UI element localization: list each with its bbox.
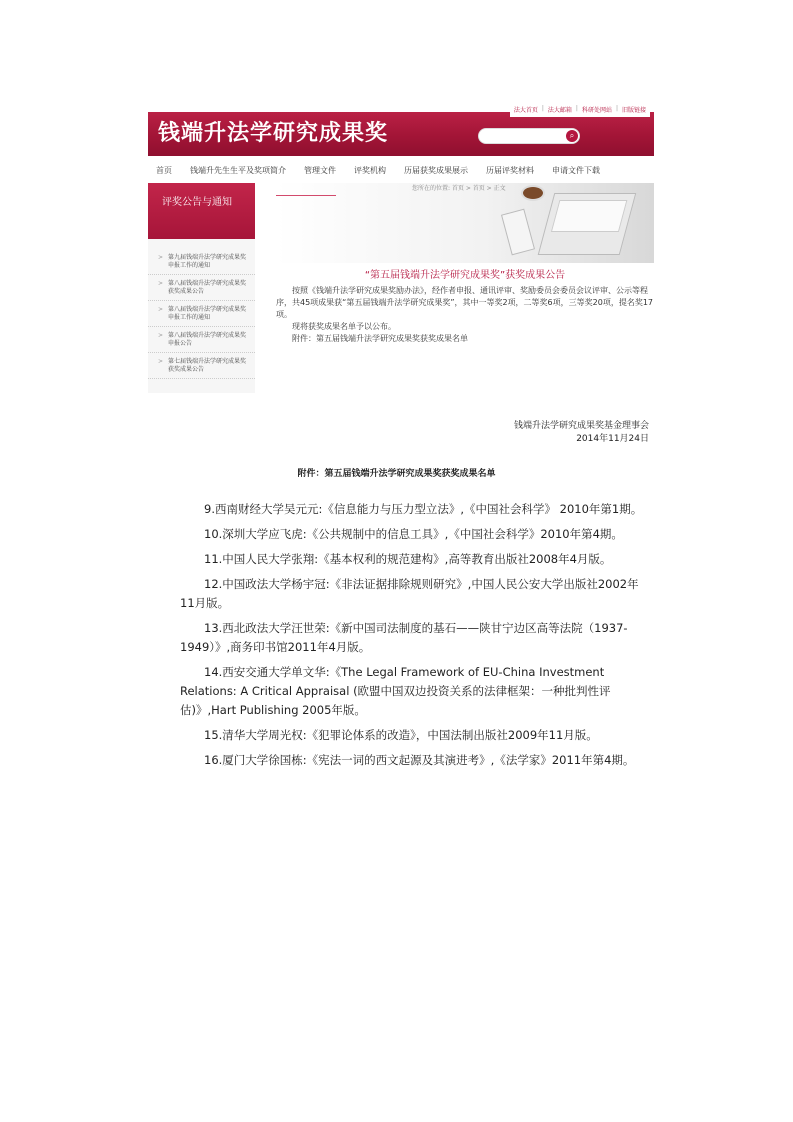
list-item: 13.西北政法大学汪世荣:《新中国司法制度的基石——陕甘宁边区高等法院（1937-1949）》,商务印书馆2011年4月版。 [180,621,628,654]
list-item: 16.厦门大学徐国栋:《宪法一词的西文起源及其演进考》,《法学家》2011年第4期。 [204,753,635,767]
list-item: 15.清华大学周光权:《犯罪论体系的改造》，中国法制出版社2009年11月版。 [204,728,598,742]
article-paragraph: 现将获奖成果名单予以公布。 [292,322,396,331]
list-item: 12.中国政法大学杨宇冠:《非法证据排除规则研究》,中国人民公安大学出版社2002年11月版。 [180,577,639,610]
nav-item-home[interactable]: 首页 [156,165,172,175]
nav-item-winners[interactable]: 历届获奖成果展示 [404,165,468,175]
list-item: 9.西南财经大学吴元元:《信息能力与压力型立法》,《中国社会科学》 2010年第1期。 [204,502,643,516]
sidebar-item[interactable]: > 第八届钱端升法学研究成果奖申报公告 [148,327,255,353]
separator: | [615,105,618,112]
hero-accent-line [276,195,336,196]
sidebar-list [148,239,255,379]
site-title: 钱端升法学研究成果奖 [158,120,389,146]
site-banner [148,104,654,156]
article-title: “第五届钱端升法学研究成果奖”获奖成果公告 [364,270,566,281]
separator: | [575,105,578,112]
laptop-screen [551,200,628,232]
sidebar-item[interactable]: > 第八届钱端升法学研究成果奖申报工作的通知 [148,301,255,327]
signature-block [514,420,649,446]
hero-image [276,183,654,263]
nav-item-downloads[interactable]: 申请文件下载 [552,165,600,175]
top-links [510,104,650,117]
signature-org: 钱端升法学研究成果奖基金理事会 [513,421,649,431]
breadcrumb: 您所在的位置: 首页 > 首页 > 正文 [412,185,506,192]
sidebar [148,183,255,393]
search-input[interactable] [478,128,580,144]
article-paragraph: 按照《钱端升法学研究成果奖励办法》，经作者申报、通讯评审、奖励委员会委员会议评审、公示等程序，共45项成果获“第五届钱端升法学研究成果奖”，其中一等奖2项，二等奖6项，三等奖20项，提名奖17项。 [276,286,654,319]
search-icon[interactable]: ⌕ [566,130,578,142]
article [276,266,654,345]
separator: | [541,105,544,112]
attachment-title: 附件：第五届钱端升法学研究成果奖获奖成果名单 [297,469,496,479]
sidebar-item[interactable]: > 第九届钱端升法学研究成果奖申报工作的通知 [148,249,255,275]
top-link-research[interactable]: 科研处网站 [581,107,612,114]
list-item: 14.西安交通大学单文华:《The Legal Framework of EU-China Investment Relations: A Critical Appraisal (欧盟中国双边投资关系的法律框架：一种批判性评估)》,Hart Publishing 2005年版。 [180,665,611,717]
award-list [180,500,650,776]
sidebar-item[interactable]: > 第八届钱端升法学研究成果奖获奖成果公告 [148,275,255,301]
main-nav [148,161,654,179]
nav-item-committee[interactable]: 评奖机构 [354,165,386,175]
laptop-icon [538,193,637,255]
list-item: 10.深圳大学应飞虎:《公共规制中的信息工具》,《中国社会科学》2010年第4期。 [204,527,623,541]
coffee-cup-icon [521,185,545,201]
nav-item-materials[interactable]: 历届评奖材料 [486,165,534,175]
nav-item-bio[interactable]: 钱端升先生生平及奖项简介 [190,165,286,175]
nav-item-rules[interactable]: 管理文件 [304,165,336,175]
signature-date: 2014年11月24日 [576,434,649,444]
top-link-mail[interactable]: 法大邮箱 [547,107,572,114]
sidebar-heading: 评奖公告与通知 [148,183,255,239]
attachment-link[interactable]: 附件：第五届钱端升法学研究成果奖获奖成果名单 [292,334,468,343]
list-item: 11.中国人民大学张翔:《基本权利的规范建构》,高等教育出版社2008年4月版。 [204,552,612,566]
sidebar-item[interactable]: > 第七届钱端升法学研究成果奖获奖成果公告 [148,353,255,379]
top-link-home[interactable]: 法大首页 [513,107,538,114]
top-link-old[interactable]: 旧版链接 [621,107,646,114]
